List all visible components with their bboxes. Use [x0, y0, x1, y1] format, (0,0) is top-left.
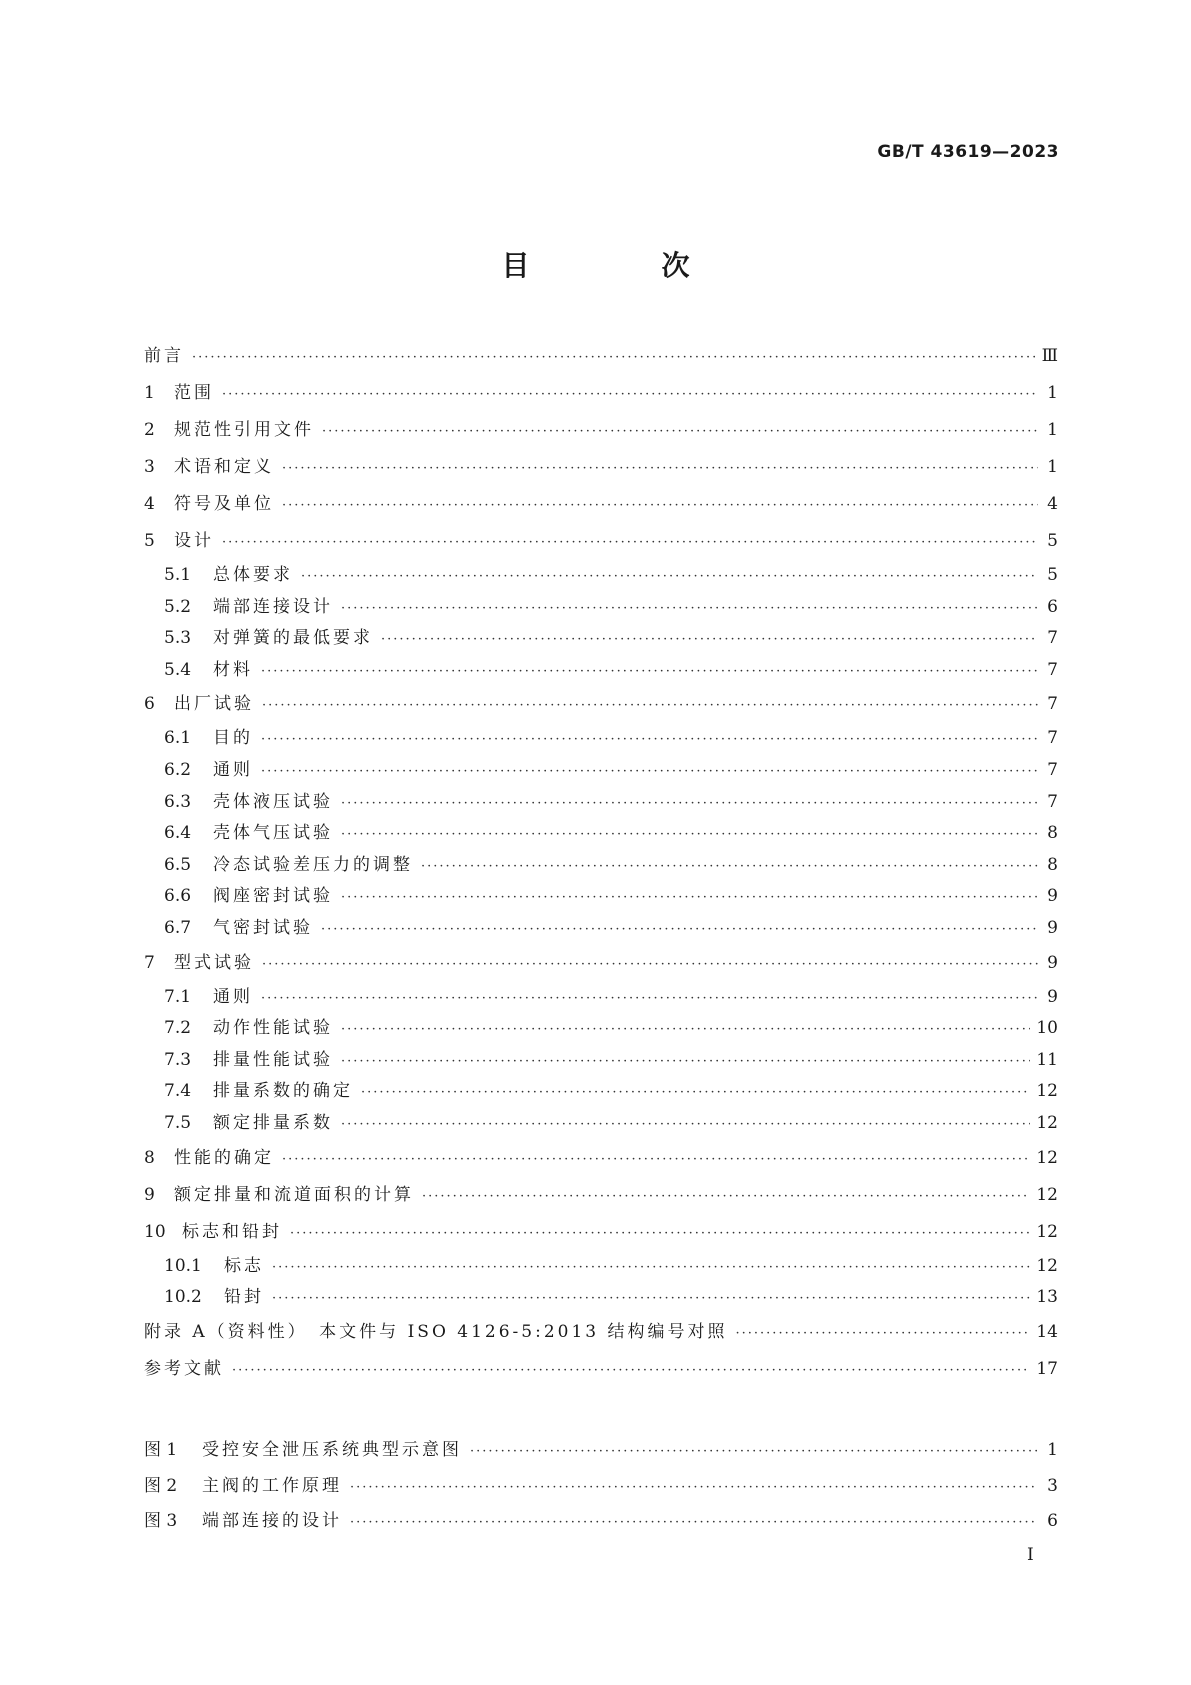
entry-number: 图 2	[144, 1475, 178, 1496]
dot-leader	[350, 1470, 1038, 1506]
entry-title: 额定排量和流道面积的计算	[174, 1184, 414, 1205]
dot-leader	[261, 724, 1038, 756]
toc-entry[interactable]	[144, 1314, 1058, 1351]
entry-page-number: 13	[1036, 1287, 1058, 1308]
entry-page-number: 7	[1047, 759, 1058, 780]
entry-page-number: 3	[1047, 1475, 1058, 1496]
entry-page-number: 6	[1047, 596, 1058, 617]
standard-code: GB/T 43619—2023	[877, 142, 1059, 162]
dot-leader	[321, 914, 1038, 946]
dot-leader	[290, 1215, 1030, 1252]
dot-leader	[282, 1141, 1030, 1178]
entry-number: 7	[144, 952, 155, 973]
entry-number: 6.6	[164, 886, 192, 907]
entry-number: 10.2	[164, 1287, 202, 1308]
entry-page-number: 4	[1047, 494, 1058, 514]
entry-title: 目的	[213, 728, 253, 749]
entry-number: 6.3	[164, 791, 192, 812]
entry-page-number: 7	[1047, 659, 1058, 680]
dot-leader	[272, 1252, 1030, 1284]
toc-entry[interactable]	[144, 449, 1058, 486]
entry-title: 阀座密封试验	[213, 886, 333, 907]
entry-number: 10	[144, 1221, 166, 1242]
dot-leader	[421, 851, 1038, 883]
toc-entry[interactable]	[144, 1351, 1058, 1388]
entry-page-number: 12	[1036, 1255, 1058, 1276]
entry-number: 5.2	[164, 596, 192, 617]
entry-page-number: 8	[1047, 854, 1058, 875]
dot-leader	[192, 339, 1036, 376]
dot-leader	[261, 756, 1038, 788]
figure-entry[interactable]	[144, 1504, 1058, 1540]
entry-page-number: 1	[1047, 457, 1058, 477]
entry-title: 壳体液压试验	[213, 791, 333, 812]
toc-entry[interactable]	[144, 655, 1058, 687]
dot-leader	[341, 1014, 1030, 1046]
entry-title: 范围	[174, 383, 214, 403]
entry-page-number: 10	[1036, 1018, 1058, 1039]
entry-page-number: 11	[1036, 1049, 1058, 1070]
toc-entry[interactable]	[144, 486, 1058, 523]
entry-page-number: 12	[1036, 1081, 1058, 1102]
entry-page-number: 5	[1047, 565, 1058, 585]
entry-title: 术语和定义	[174, 457, 274, 477]
entry-title: 附录 A（资料性） 本文件与 ISO 4126-5:2013 结构编号对照	[144, 1321, 728, 1342]
dot-leader	[341, 819, 1038, 851]
toc-entry[interactable]	[144, 1076, 1058, 1108]
dot-leader	[341, 1109, 1030, 1141]
entry-title: 型式试验	[174, 952, 254, 973]
toc-entry[interactable]	[144, 623, 1058, 655]
toc-entry[interactable]	[144, 881, 1058, 913]
entry-number: 图 1	[144, 1440, 178, 1460]
entry-number: 5.1	[164, 565, 192, 585]
figure-entry[interactable]	[144, 1433, 1058, 1469]
toc-entry[interactable]	[144, 787, 1058, 819]
toc-entry[interactable]	[144, 1251, 1058, 1283]
entry-number: 1	[144, 383, 155, 403]
entry-page-number: 9	[1047, 952, 1058, 973]
dot-leader	[341, 882, 1038, 914]
entry-page-number: 7	[1047, 791, 1058, 812]
toc-entry[interactable]	[144, 850, 1058, 882]
entry-title: 额定排量系数	[213, 1112, 333, 1133]
entry-page-number: 7	[1047, 628, 1058, 649]
entry-page-number: 1	[1047, 1440, 1058, 1460]
entry-title: 壳体气压试验	[213, 823, 333, 844]
entry-number: 7.2	[164, 1018, 192, 1039]
entry-title: 端部连接的设计	[202, 1511, 342, 1531]
entry-number: 3	[144, 457, 155, 477]
entry-page-number: 12	[1036, 1147, 1058, 1168]
toc-entry[interactable]	[144, 1108, 1058, 1140]
entry-number: 6.5	[164, 854, 192, 875]
entry-number: 9	[144, 1184, 155, 1205]
toc-entry[interactable]	[144, 723, 1058, 755]
entry-title: 前言	[144, 346, 184, 366]
toc-entry[interactable]	[144, 523, 1058, 560]
dot-leader	[470, 1434, 1038, 1470]
entry-title: 对弹簧的最低要求	[213, 628, 373, 649]
dot-leader	[261, 983, 1038, 1015]
dot-leader	[301, 561, 1038, 593]
entry-number: 5	[144, 531, 155, 551]
entry-page-number: 17	[1036, 1358, 1058, 1379]
dot-leader	[222, 376, 1038, 413]
entry-title: 材料	[213, 659, 253, 680]
entry-number: 7.4	[164, 1081, 192, 1102]
dot-leader	[282, 450, 1038, 487]
entry-title: 冷态试验差压力的调整	[213, 854, 413, 875]
dot-leader	[322, 413, 1038, 450]
dot-leader	[381, 624, 1038, 656]
entry-page-number: Ⅲ	[1041, 346, 1058, 366]
entry-page-number: 9	[1047, 886, 1058, 907]
entry-number: 4	[144, 494, 155, 514]
dot-leader	[282, 487, 1038, 524]
entry-title: 通则	[213, 759, 253, 780]
entry-title: 铅封	[224, 1287, 264, 1308]
entry-number: 2	[144, 420, 155, 440]
dot-leader	[262, 946, 1038, 983]
entry-title: 动作性能试验	[213, 1018, 333, 1039]
toc-entry[interactable]	[144, 560, 1058, 592]
entry-number: 7.5	[164, 1112, 192, 1133]
entry-page-number: 1	[1047, 420, 1058, 440]
list-of-figures	[144, 1433, 1058, 1540]
figure-entry[interactable]	[144, 1469, 1058, 1505]
entry-page-number: 9	[1047, 917, 1058, 938]
entry-title: 性能的确定	[174, 1147, 274, 1168]
entry-title: 主阀的工作原理	[202, 1475, 342, 1496]
toc-entry[interactable]	[144, 1140, 1058, 1177]
entry-title: 排量系数的确定	[213, 1081, 353, 1102]
entry-title: 设计	[174, 531, 214, 551]
toc-entry[interactable]	[144, 945, 1058, 982]
entry-title: 端部连接设计	[213, 596, 333, 617]
dot-leader	[341, 593, 1038, 625]
entry-page-number: 7	[1047, 728, 1058, 749]
toc-entry[interactable]	[144, 375, 1058, 412]
entry-number: 6	[144, 694, 155, 715]
entry-number: 7.1	[164, 986, 192, 1007]
page-title: 目 次	[501, 249, 742, 282]
entry-page-number: 5	[1047, 531, 1058, 551]
toc-entry[interactable]	[144, 1282, 1058, 1314]
entry-number: 6.1	[164, 728, 192, 749]
entry-title: 通则	[213, 986, 253, 1007]
dot-leader	[262, 687, 1038, 724]
toc-entry[interactable]	[144, 592, 1058, 624]
toc-entry[interactable]	[144, 686, 1058, 723]
entry-number: 6.4	[164, 823, 192, 844]
dot-leader	[422, 1178, 1030, 1215]
entry-title: 标志	[224, 1255, 264, 1276]
dot-leader	[341, 788, 1038, 820]
entry-number: 10.1	[164, 1255, 202, 1276]
entry-title: 排量性能试验	[213, 1049, 333, 1070]
toc-entry[interactable]	[144, 982, 1058, 1014]
entry-number: 5.3	[164, 628, 192, 649]
dot-leader	[361, 1077, 1030, 1109]
dot-leader	[222, 524, 1038, 561]
entry-number: 6.2	[164, 759, 192, 780]
entry-page-number: 6	[1047, 1511, 1058, 1531]
entry-number: 8	[144, 1147, 155, 1168]
toc-entry[interactable]	[144, 913, 1058, 945]
table-of-contents	[144, 338, 1058, 1388]
entry-title: 参考文献	[144, 1358, 224, 1379]
entry-page-number: 12	[1036, 1184, 1058, 1205]
dot-leader	[232, 1352, 1030, 1389]
toc-entry[interactable]	[144, 755, 1058, 787]
toc-entry[interactable]	[144, 1177, 1058, 1214]
dot-leader	[341, 1046, 1030, 1078]
toc-entry[interactable]	[144, 1045, 1058, 1077]
toc-entry[interactable]	[144, 338, 1058, 375]
entry-title: 标志和铅封	[182, 1221, 282, 1242]
page-number: I	[1027, 1545, 1034, 1565]
toc-entry[interactable]	[144, 1214, 1058, 1251]
dot-leader	[272, 1283, 1030, 1315]
entry-page-number: 1	[1047, 383, 1058, 403]
toc-entry[interactable]	[144, 412, 1058, 449]
entry-number: 图 3	[144, 1511, 178, 1531]
toc-entry[interactable]	[144, 1013, 1058, 1045]
entry-page-number: 14	[1036, 1321, 1058, 1342]
dot-leader	[736, 1315, 1031, 1352]
entry-page-number: 9	[1047, 986, 1058, 1007]
toc-entry[interactable]	[144, 818, 1058, 850]
entry-number: 6.7	[164, 917, 192, 938]
entry-title: 总体要求	[213, 565, 293, 585]
entry-number: 5.4	[164, 659, 192, 680]
entry-number: 7.3	[164, 1049, 192, 1070]
dot-leader	[350, 1505, 1038, 1541]
dot-leader	[261, 656, 1038, 688]
entry-title: 受控安全泄压系统典型示意图	[202, 1440, 462, 1460]
entry-page-number: 12	[1036, 1221, 1058, 1242]
entry-page-number: 12	[1036, 1112, 1058, 1133]
entry-page-number: 7	[1047, 694, 1058, 715]
entry-page-number: 8	[1047, 823, 1058, 844]
entry-title: 气密封试验	[213, 917, 313, 938]
entry-title: 规范性引用文件	[174, 420, 314, 440]
entry-title: 出厂试验	[174, 694, 254, 715]
entry-title: 符号及单位	[174, 494, 274, 514]
